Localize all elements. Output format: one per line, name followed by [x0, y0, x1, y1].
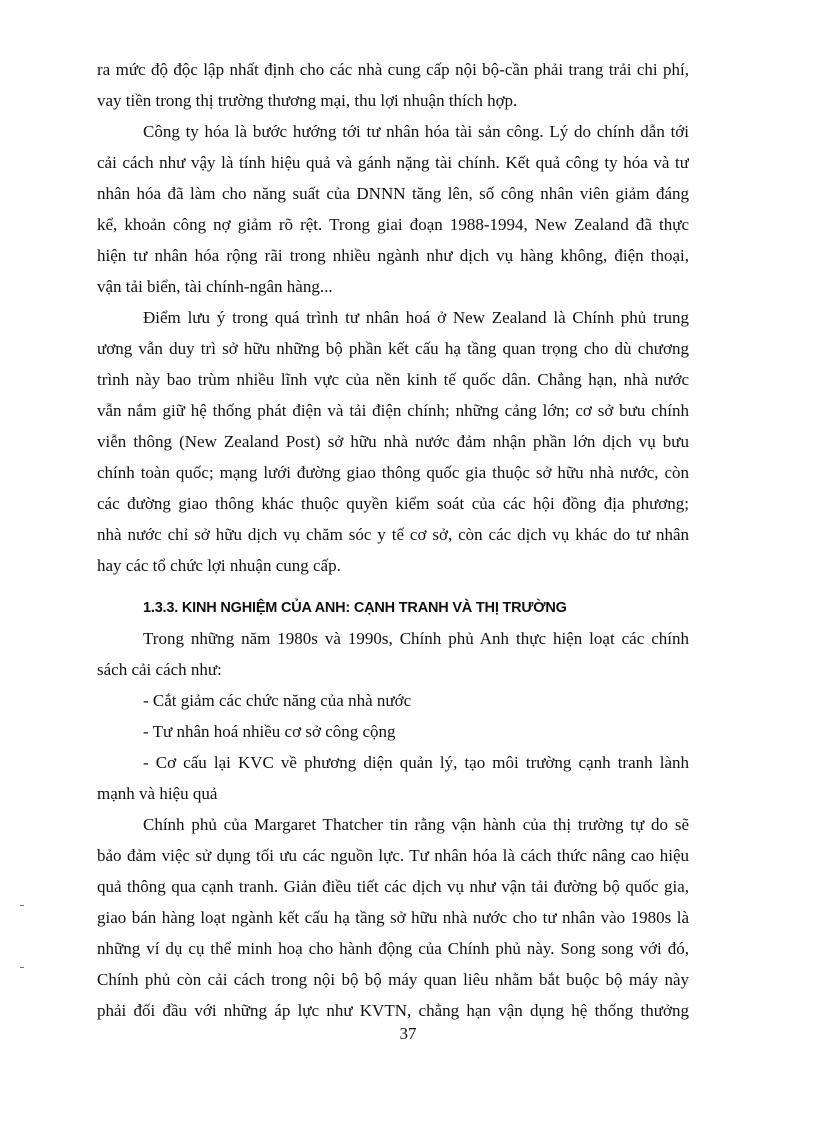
scan-mark [20, 905, 24, 906]
text-line: sách cải cách như: [97, 660, 222, 679]
list-item: - Cơ cấu lại KVC về phương diện quản lý, tạo môi trường cạnh tranh lành [143, 753, 689, 772]
text-line: cải cách như vậy là tính hiệu quả và gánh nặng tài chính. Kết quả công ty hóa và tư [97, 153, 689, 172]
text-line: bảo đảm việc sử dụng tối ưu các nguồn lực. Tư nhân hóa là cách thức nâng cao hiệu [97, 846, 689, 865]
text-line: nhà nước chỉ sở hữu dịch vụ chăm sóc y tế cơ sở, còn các dịch vụ khác do tư nhân [97, 525, 689, 544]
text-line: Chính phủ của Margaret Thatcher tin rằng vận hành của thị trường tự do sẽ [143, 815, 689, 834]
section-heading: 1.3.3. KINH NGHIỆM CỦA ANH: CẠNH TRANH VÀ THỊ TRƯỜNG [143, 600, 567, 616]
text-line: các đường giao thông khác thuộc quyền kiểm soát của các hội đồng địa phương; [97, 494, 689, 513]
text-line: Công ty hóa là bước hướng tới tư nhân hóa tài sản công. Lý do chính dẫn tới [143, 122, 689, 141]
text-line: Chính phủ còn cải cách trong nội bộ bộ máy quan liêu nhằm bắt buộc bộ máy này [97, 970, 689, 989]
text-line: mạnh và hiệu quả [97, 784, 218, 803]
text-line: viễn thông (New Zealand Post) sở hữu nhà nước đảm nhận phần lớn dịch vụ bưu [97, 432, 689, 451]
text-line: phải đối đầu với những áp lực như KVTN, chẳng hạn vận dụng hệ thống thưởng [97, 1001, 689, 1020]
text-line: vẫn nắm giữ hệ thống phát điện và tải điện chính; những cảng lớn; cơ sở bưu chính [97, 401, 689, 420]
text-line: hay các tổ chức lợi nhuận cung cấp. [97, 556, 341, 575]
scan-mark [20, 967, 24, 968]
list-item: - Cắt giảm các chức năng của nhà nước [143, 691, 412, 710]
text-line: vay tiền trong thị trường thương mại, thu lợi nhuận thích hợp. [97, 91, 518, 110]
list-item: - Tư nhân hoá nhiều cơ sở công cộng [143, 722, 396, 741]
text-line: ra mức độ độc lập nhất định cho các nhà cung cấp nội bộ-cần phải trang trải chi phí, [97, 60, 689, 79]
page-number: 37 [399, 1024, 417, 1043]
text-line: hiện tư nhân hóa rộng rãi trong nhiều ngành như dịch vụ hàng không, điện thoại, [97, 246, 689, 265]
text-line: nhân hóa đã làm cho năng suất của DNNN tăng lên, số công nhân viên giảm đáng [97, 184, 689, 203]
text-line: chính toàn quốc; mạng lưới đường giao thông quốc gia thuộc sở hữu nhà nước, còn [97, 463, 689, 482]
text-line: quả thông qua cạnh tranh. Giản điều tiết các dịch vụ như vận tải đường bộ quốc gia, [97, 877, 689, 896]
text-line: vận tải biển, tài chính-ngân hàng... [97, 277, 333, 296]
text-line: những ví dụ cụ thể minh hoạ cho hành động của Chính phủ này. Song song với đó, [97, 939, 689, 958]
text-line: trình này bao trùm nhiều lĩnh vực của nền kinh tế quốc dân. Chẳng hạn, nhà nước [97, 370, 689, 389]
text-line: kể, khoản công nợ giảm rõ rệt. Trong giai đoạn 1988-1994, New Zealand đã thực [97, 215, 689, 234]
text-line: Trong những năm 1980s và 1990s, Chính phủ Anh thực hiện loạt các chính [143, 629, 689, 648]
text-line: ương vẫn duy trì sở hữu những bộ phần kết cấu hạ tầng quan trọng cho dù chương [97, 339, 689, 358]
text-line: giao bán hàng loạt ngành kết cấu hạ tầng sở hữu nhà nước cho tư nhân vào 1980s là [97, 908, 689, 927]
text-line: Điểm lưu ý trong quá trình tư nhân hoá ở New Zealand là Chính phủ trung [143, 308, 689, 327]
